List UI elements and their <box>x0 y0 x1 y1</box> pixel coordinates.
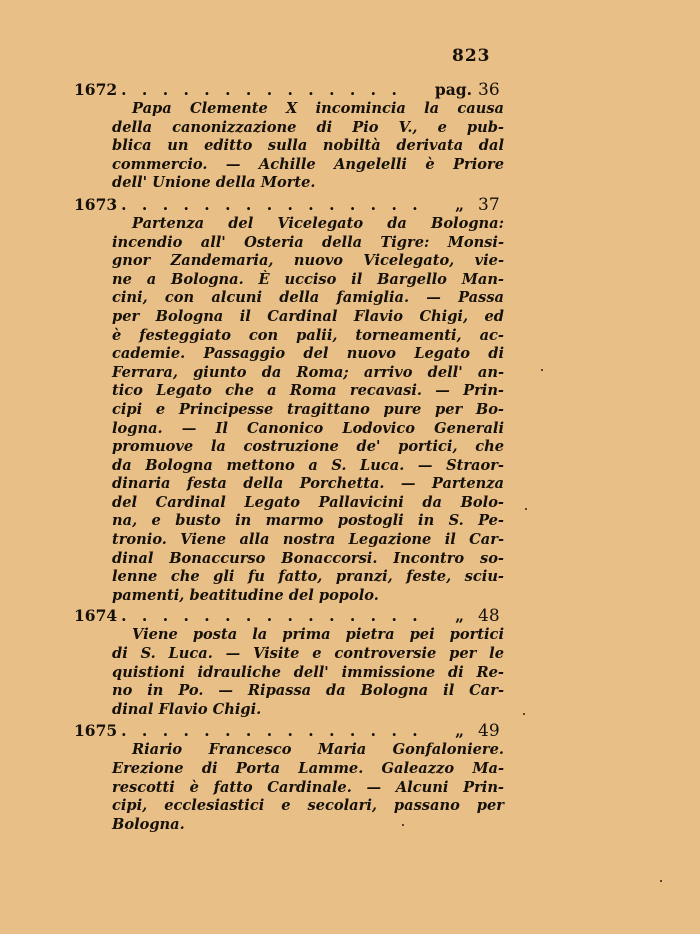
chronology-index <box>74 80 504 834</box>
text-line: cademie. Passaggio del nuovo Legato di <box>112 345 504 363</box>
entry-year: 1674 <box>74 606 118 626</box>
entry-heading <box>74 721 504 741</box>
text-line: tronio. Viene alla nostra Legazione il Car- <box>112 531 504 549</box>
text-line: promuove la costruzione de' portici, che <box>112 438 504 456</box>
text-line: del Cardinal Legato Pallavicini da Bolo- <box>112 493 504 511</box>
entry-heading <box>74 606 504 626</box>
text-line: incendio all' Osteria della Tigre: Monsi- <box>112 233 504 251</box>
entry-description <box>74 626 504 719</box>
text-line: Papa Clemente X incomincia la causa <box>132 100 504 117</box>
page-reference: 36 <box>478 80 500 100</box>
page-number: 823 <box>452 46 491 66</box>
leader-label: „ <box>455 721 464 741</box>
text-line: lenne che gli fu fatto, pranzi, feste, sciu- <box>112 568 504 586</box>
print-speck <box>525 508 527 510</box>
text-line: rescotti è fatto Cardinale. — Alcuni Prin- <box>112 778 504 796</box>
page-reference: 37 <box>478 194 500 215</box>
entry-year: 1675 <box>74 721 118 741</box>
text-line: gnor Zandemaria, nuovo Vicelegato, vie- <box>112 252 504 270</box>
text-line: dell' Unione della Morte. <box>112 174 316 192</box>
text-line: logna. — Il Canonico Lodovico Generali <box>112 419 504 437</box>
text-line: tico Legato che a Roma recavasi. — Prin- <box>112 382 504 400</box>
text-line: Erezione di Porta Lamme. Galeazzo Ma- <box>112 760 504 777</box>
text-line: è festeggiato con palii, torneamenti, ac- <box>112 326 504 344</box>
text-line: Riario Francesco Maria Gonfaloniere. <box>132 741 504 759</box>
text-line: dinal Flavio Chigi. <box>112 700 262 718</box>
text-line: Viene posta la prima pietra pei portici <box>132 626 504 644</box>
index-entry <box>74 721 504 834</box>
text-line: cipi e Principesse tragittano pure per Bo- <box>112 400 504 418</box>
entry-heading <box>74 195 504 215</box>
text-line: commercio. — Achille Angelelli è Priore <box>112 155 504 173</box>
text-line: cini, con alcuni della famiglia. — Passa <box>112 289 504 307</box>
index-entry <box>74 195 504 605</box>
entry-year: 1672 <box>74 80 118 99</box>
index-entry <box>74 606 504 719</box>
entry-description <box>74 100 504 193</box>
dot-leader: . . . . . . . . . . . . . . . <box>121 606 423 626</box>
text-line: Ferrara, giunto da Roma; arrivo dell' an- <box>112 363 504 381</box>
text-line: cipi, ecclesiastici e secolari, passano per <box>112 797 504 815</box>
text-line: quistioni idrauliche dell' immissione di Re- <box>112 663 504 681</box>
print-speck <box>541 369 543 371</box>
entry-year: 1673 <box>74 194 118 214</box>
text-line: Partenza del Vicelegato da Bologna: <box>132 214 504 232</box>
text-line: pamenti, beatitudine del popolo. <box>112 586 379 604</box>
print-speck <box>660 880 662 882</box>
text-line: na, e busto in marmo postogli in S. Pe- <box>112 512 504 530</box>
dot-leader: . . . . . . . . . . . . . . <box>121 80 402 99</box>
text-line: per Bologna il Cardinal Flavio Chigi, ed <box>112 307 504 325</box>
dot-leader: . . . . . . . . . . . . . . . <box>121 721 423 741</box>
leader-label: pag. <box>434 80 472 99</box>
entry-description <box>74 741 504 834</box>
text-line: blica un editto sulla nobiltà derivata dal <box>112 137 504 155</box>
text-line: dinal Bonaccurso Bonaccorsi. Incontro so- <box>112 549 504 567</box>
index-entry <box>74 80 504 193</box>
entry-description <box>74 215 504 605</box>
leader-label: „ <box>455 606 464 626</box>
text-line: no in Po. — Ripassa da Bologna il Car- <box>112 682 504 700</box>
text-line: della canonizzazione di Pio V., e pub- <box>112 118 504 136</box>
print-speck <box>402 824 404 826</box>
text-line: dinaria festa della Porchetta. — Partenza <box>112 475 504 493</box>
page-reference: 49 <box>478 721 500 742</box>
page-reference: 48 <box>478 606 500 627</box>
print-speck <box>523 713 525 715</box>
text-line: di S. Luca. — Visite e controversie per le <box>112 645 504 663</box>
dot-leader: . . . . . . . . . . . . . . . <box>121 194 423 214</box>
text-line: Bologna. <box>112 815 185 833</box>
text-line: da Bologna mettono a S. Luca. — Straor- <box>112 456 504 474</box>
entry-heading <box>74 80 504 100</box>
text-line: ne a Bologna. È ucciso il Bargello Man- <box>112 270 504 288</box>
leader-label: „ <box>455 194 464 214</box>
